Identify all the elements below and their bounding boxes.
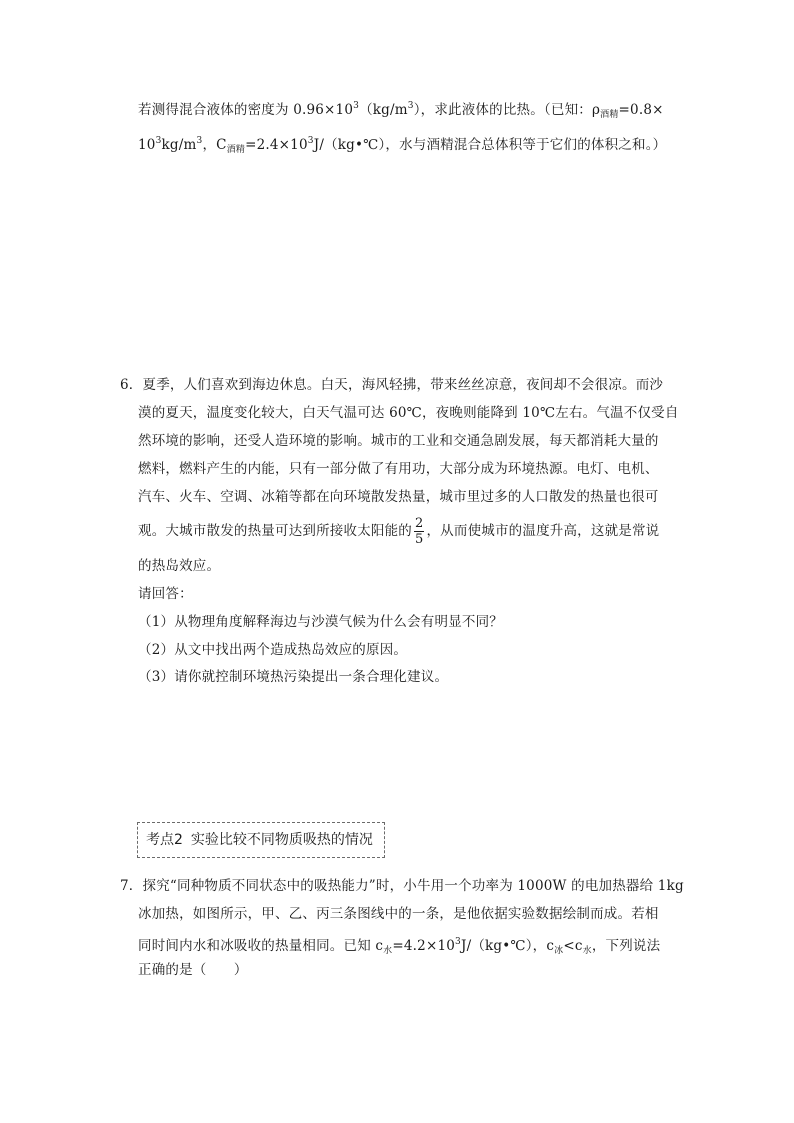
problem6-number: 6． [120,377,143,393]
problem6-line-5: 汽车、火车、空调、冰箱等都在向环境散发热量，城市里过多的人口散发的热量也很可 [138,489,659,505]
problem6-line-1: 6．夏季，人们喜欢到海边休息。白天，海风轻拂，带来丝丝凉意，夜间却不会很凉。而沙 [120,377,664,393]
problem6-question-1: （1）从物理角度解释海边与沙漠气候为什么会有明显不同？ [138,614,503,630]
section-heading-box [137,822,385,858]
problem6-question-2: （2）从文中找出两个造成热岛效应的原因。 [138,642,408,658]
problem7-line-4: 正确的是（ ） [138,962,248,978]
section-title: 实验比较不同物质吸热的情况 [190,832,373,848]
problem6-line-4: 燃料，燃料产生的内能，只有一部分做了有用功，大部分成为环境热源。电灯、电机、 [138,461,659,477]
problem5-line-2: $10^3kg/m^3$，$C_{酒精}=2.4\times 10^3J/(kg•℃)$，水与酒精混合总体积等于它们的体积之和。） [138,136,667,155]
problem7-line-3: 同时间内水和冰吸收的热量相同。已知 $c_水=4.2\times 10^3J/(kg•℃)$，$c_冰<c_水$，下列说法 [138,937,661,956]
fraction-two-fifths: $\frac{2}{5}$ [415,516,424,547]
problem6-line-7: 的热岛效应。 [138,558,221,574]
problem6-prompt: 请回答： [138,586,193,602]
problem7-line-2: 冰加热，如图所示，甲、乙、丙三条图线中的一条，是他依据实验数据绘制而成。若相 [138,906,659,922]
problem6-line-3: 然环境的影响，还受人造环境的影响。城市的工业和交通急剧发展，每天都消耗大量的 [138,433,659,449]
problem7-line-1: 7．探究“同种物质不同状态中的吸热能力”时，小牛用一个功率为 1000W 的电加热器给 1kg [120,878,684,894]
problem6-question-3: （3）请你就控制环境热污染提出一条合理化建议。 [138,669,449,685]
problem7-number: 7． [120,878,143,894]
problem6-line-6: 观。大城市散发的热量可达到所接收太阳能的 $\frac{2}{5}$ ，从而使城市的温度升高，这就是常说 [138,516,660,547]
problem5-line-1: 若测得混合液体的密度为 $0.96\times 10^3(kg/m^3)$，求此液体的比热。（已知：$\rho_{酒精}=0.8\times$ [138,101,664,120]
section-label: 考点2 [146,832,183,848]
problem6-line-2: 漠的夏天，温度变化较大，白天气温可达 60℃，夜晚则能降到 10℃左右。气温不仅受自 [138,405,679,421]
